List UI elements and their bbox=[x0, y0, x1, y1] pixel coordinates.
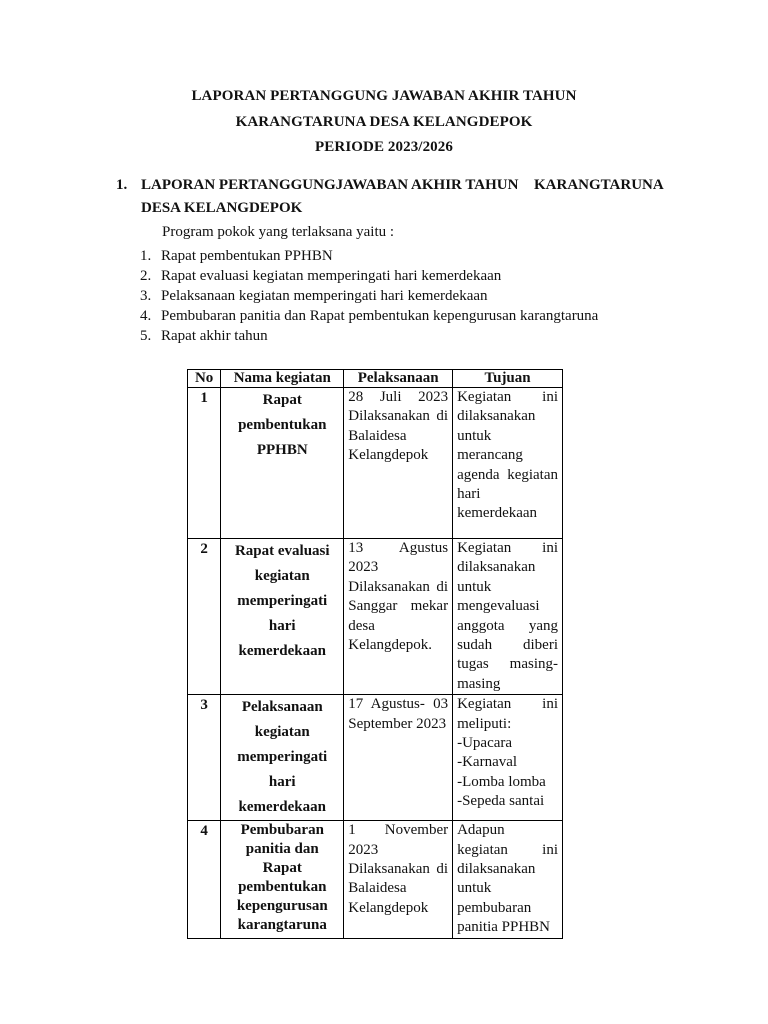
section-number: 1. bbox=[116, 177, 128, 193]
list-item-number: 1. bbox=[140, 248, 152, 264]
activity-purpose: Kegiatan ini dilaksanakan untuk merancang agenda kegiatan hari kemerdekaan bbox=[453, 388, 563, 539]
purpose-item: -Sepeda santai bbox=[457, 793, 545, 810]
list-item-number: 2. bbox=[140, 268, 152, 284]
list-item-number: 4. bbox=[140, 308, 152, 324]
list-item-text: Rapat evaluasi kegiatan memperingati hari kemerdekaan bbox=[161, 268, 502, 284]
activity-execution: 1 November 2023 Dilaksanakan di Balaidesa Kelangdepok bbox=[344, 821, 453, 938]
purpose-item: -Karnaval bbox=[457, 754, 518, 771]
activity-execution: 17 Agustus- 03 September 2023 bbox=[344, 695, 453, 821]
table-row bbox=[188, 695, 563, 821]
section-intro: Program pokok yang terlaksana yaitu : bbox=[162, 224, 395, 240]
list-item-text: Rapat akhir tahun bbox=[161, 328, 268, 344]
purpose-item: -Upacara bbox=[457, 735, 513, 752]
activity-purpose bbox=[453, 695, 563, 821]
row-number: 2 bbox=[188, 539, 221, 695]
list-item bbox=[140, 307, 598, 327]
list-item bbox=[140, 247, 598, 267]
report-title-line-1: LAPORAN PERTANGGUNG JAWABAN AKHIR TAHUN bbox=[191, 88, 577, 104]
row-number: 4 bbox=[188, 821, 221, 938]
table-header-row bbox=[188, 370, 563, 388]
activity-execution: 13 Agustus 2023 Dilaksanakan di Sanggar mekar desa Kelangdepok. bbox=[344, 539, 453, 695]
section-title-part-1: LAPORAN PERTANGGUNGJAWABAN AKHIR TAHUN bbox=[141, 177, 519, 193]
section-title-line-2: DESA KELANGDEPOK bbox=[141, 200, 303, 216]
header-no: No bbox=[188, 370, 221, 388]
header-tujuan: Tujuan bbox=[453, 370, 563, 388]
list-item-number: 5. bbox=[140, 328, 152, 344]
report-title-line-2: KARANGTARUNA DESA KELANGDEPOK bbox=[235, 114, 533, 130]
activity-name: Pembubaran panitia dan Rapat pembentukan kepengurusan karangtaruna bbox=[236, 822, 328, 934]
purpose-intro: Kegiatan ini meliputi: bbox=[457, 696, 558, 732]
activity-name: Rapat pembentukan PPHBN bbox=[238, 392, 327, 458]
section-title-part-2: KARANGTARUNA bbox=[534, 177, 664, 193]
report-title-line-3: PERIODE 2023/2026 bbox=[315, 139, 453, 155]
list-item-text: Pembubaran panitia dan Rapat pembentukan kepengurusan karangtaruna bbox=[161, 308, 599, 324]
program-list bbox=[140, 247, 598, 347]
list-item bbox=[140, 267, 598, 287]
activity-name: Rapat evaluasi kegiatan memperingati hari kemerdekaan bbox=[234, 543, 330, 659]
purpose-item: -Lomba lomba bbox=[457, 773, 546, 790]
activity-purpose: Adapun kegiatan ini dilaksanakan untuk pembubaran panitia PPHBN bbox=[453, 821, 563, 938]
table-row bbox=[188, 388, 563, 539]
row-number: 3 bbox=[188, 695, 221, 821]
table-row bbox=[188, 821, 563, 938]
list-item-text: Rapat pembentukan PPHBN bbox=[161, 248, 333, 264]
list-item bbox=[140, 287, 598, 307]
activity-purpose: Kegiatan ini dilaksanakan untuk mengevaluasi anggota yang sudah diberi tugas masing-masing bbox=[453, 539, 563, 695]
header-pelaksanaan: Pelaksanaan bbox=[344, 370, 453, 388]
activity-name: Pelaksanaan kegiatan memperingati hari kemerdekaan bbox=[237, 699, 328, 816]
table-row bbox=[188, 539, 563, 695]
list-item-number: 3. bbox=[140, 288, 152, 304]
row-number: 1 bbox=[188, 388, 221, 539]
header-nama-kegiatan: Nama kegiatan bbox=[221, 370, 344, 388]
list-item bbox=[140, 327, 598, 347]
list-item-text: Pelaksanaan kegiatan memperingati hari kemerdekaan bbox=[161, 288, 488, 304]
activity-execution: 28 Juli 2023 Dilaksanakan di Balaidesa Kelangdepok bbox=[344, 388, 453, 539]
activities-table bbox=[187, 369, 563, 939]
